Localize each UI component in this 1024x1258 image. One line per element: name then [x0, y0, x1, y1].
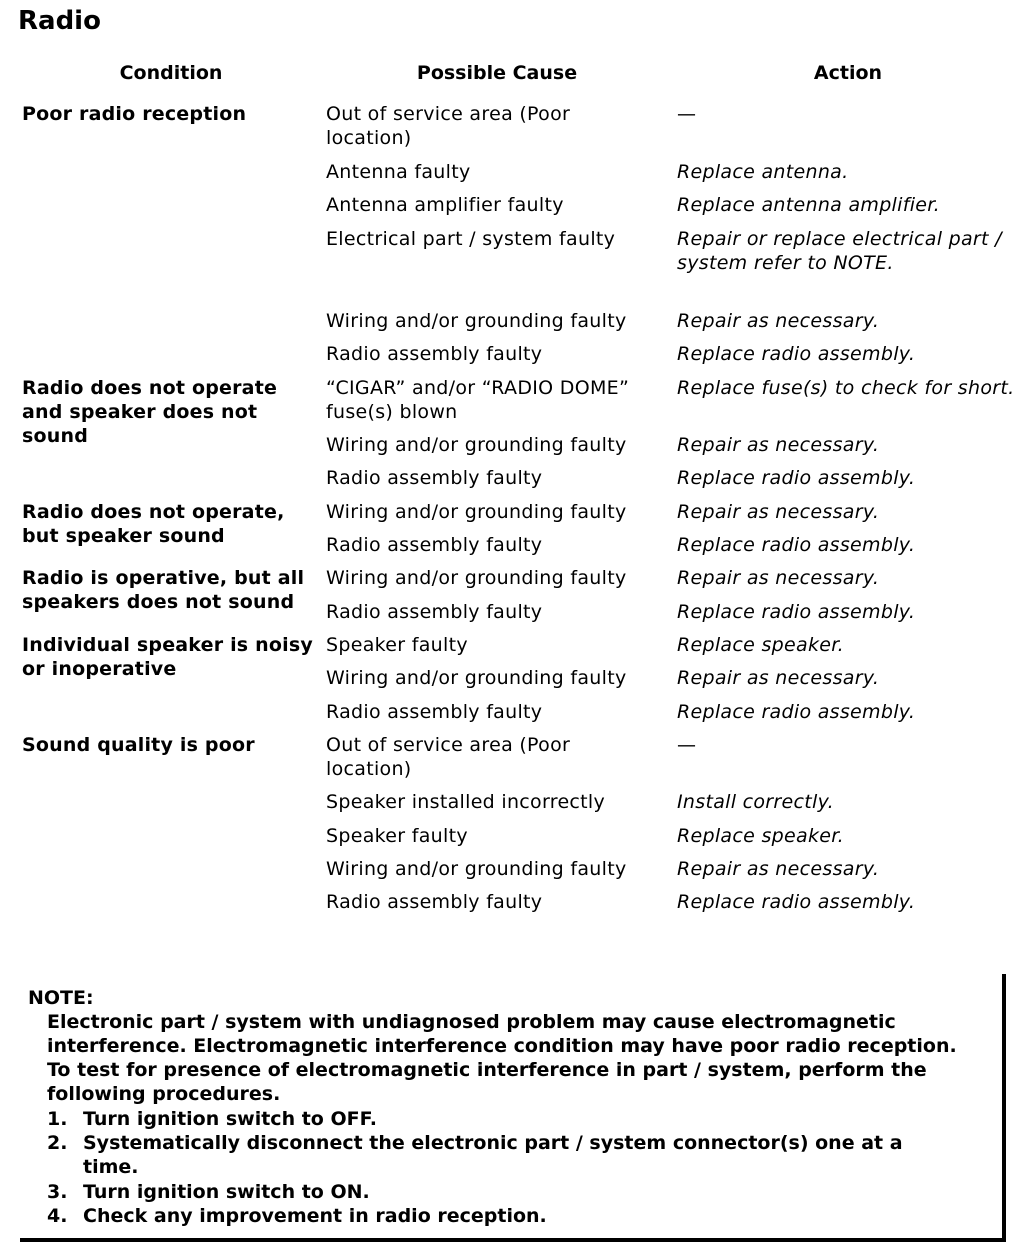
cause-cell: Speaker faulty: [326, 825, 468, 847]
action-cell: Repair as necessary.: [677, 667, 880, 689]
cause-cell: Radio assembly faulty: [326, 601, 543, 623]
action-cell: Replace radio assembly.: [677, 534, 916, 556]
action-cell: Install correctly.: [677, 791, 835, 813]
action-cell: Replace radio assembly.: [677, 343, 916, 365]
note-text-line: To test for presence of electromagnetic interference in part / system, perform the: [47, 1059, 927, 1081]
action-cell: Repair as necessary.: [677, 501, 880, 523]
step-number: 1.: [47, 1108, 68, 1130]
step-number: 4.: [47, 1205, 68, 1227]
action-cell: Repair as necessary.: [677, 858, 880, 880]
cause-cell: Radio assembly faulty: [326, 467, 543, 489]
cause-cell: Out of service area (Poor location): [326, 103, 571, 149]
action-cell: Repair or replace electrical part / system refer to NOTE.: [677, 228, 1002, 274]
action-cell: Replace fuse(s) to check for short.: [677, 377, 1015, 399]
action-cell: —: [677, 103, 697, 125]
step-number: 2.: [47, 1132, 68, 1154]
action-cell: —: [677, 734, 697, 756]
cause-cell: Speaker faulty: [326, 634, 468, 656]
cause-cell: Out of service area (Poor location): [326, 734, 571, 780]
condition-cell: Sound quality is poor: [22, 734, 255, 756]
header-condition: Condition: [119, 62, 223, 84]
page-title: Radio: [18, 6, 101, 36]
step-text: Turn ignition switch to OFF.: [83, 1108, 377, 1130]
cause-cell: Wiring and/or grounding faulty: [326, 501, 627, 523]
condition-cell: Radio is operative, but all speakers does not sound: [22, 567, 305, 613]
condition-cell: Individual speaker is noisy or inoperative: [22, 634, 313, 680]
action-cell: Replace antenna.: [677, 161, 849, 183]
condition-cell: Poor radio reception: [22, 103, 247, 125]
condition-cell: Radio does not operate and speaker does not sound: [22, 377, 278, 447]
action-cell: Repair as necessary.: [677, 310, 880, 332]
cause-cell: Radio assembly faulty: [326, 891, 543, 913]
cause-cell: Radio assembly faulty: [326, 534, 543, 556]
cause-cell: Radio assembly faulty: [326, 701, 543, 723]
action-cell: Repair as necessary.: [677, 567, 880, 589]
note-text-line: Electronic part / system with undiagnosed problem may cause electromagnetic: [47, 1011, 896, 1033]
note-text-line: following procedures.: [47, 1083, 281, 1105]
step-text: Turn ignition switch to ON.: [83, 1181, 370, 1203]
cause-cell: Wiring and/or grounding faulty: [326, 434, 627, 456]
cause-cell: Electrical part / system faulty: [326, 228, 616, 250]
action-cell: Replace radio assembly.: [677, 701, 916, 723]
action-cell: Replace speaker.: [677, 825, 844, 847]
step-text: Check any improvement in radio reception.: [83, 1205, 547, 1227]
note-heading: NOTE:: [28, 987, 94, 1009]
note-text-line: interference. Electromagnetic interference condition may have poor radio reception.: [47, 1035, 957, 1057]
cause-cell: Speaker installed incorrectly: [326, 791, 606, 813]
cause-cell: Wiring and/or grounding faulty: [326, 310, 627, 332]
action-cell: Replace radio assembly.: [677, 467, 916, 489]
cause-cell: Antenna amplifier faulty: [326, 194, 564, 216]
action-cell: Replace speaker.: [677, 634, 844, 656]
action-cell: Repair as necessary.: [677, 434, 880, 456]
cause-cell: Wiring and/or grounding faulty: [326, 567, 627, 589]
action-cell: Replace radio assembly.: [677, 601, 916, 623]
action-cell: Replace antenna amplifier.: [677, 194, 940, 216]
header-action: Action: [813, 62, 883, 84]
cause-cell: Antenna faulty: [326, 161, 471, 183]
header-possible-cause: Possible Cause: [416, 62, 578, 84]
cause-cell: “CIGAR” and/or “RADIO DOME” fuse(s) blown: [326, 377, 630, 423]
cause-cell: Radio assembly faulty: [326, 343, 543, 365]
action-cell: Replace radio assembly.: [677, 891, 916, 913]
cause-cell: Wiring and/or grounding faulty: [326, 667, 627, 689]
step-number: 3.: [47, 1181, 68, 1203]
step-text: Systematically disconnect the electronic part / system connector(s) one at a time.: [83, 1132, 903, 1178]
condition-cell: Radio does not operate, but speaker sound: [22, 501, 285, 547]
cause-cell: Wiring and/or grounding faulty: [326, 858, 627, 880]
